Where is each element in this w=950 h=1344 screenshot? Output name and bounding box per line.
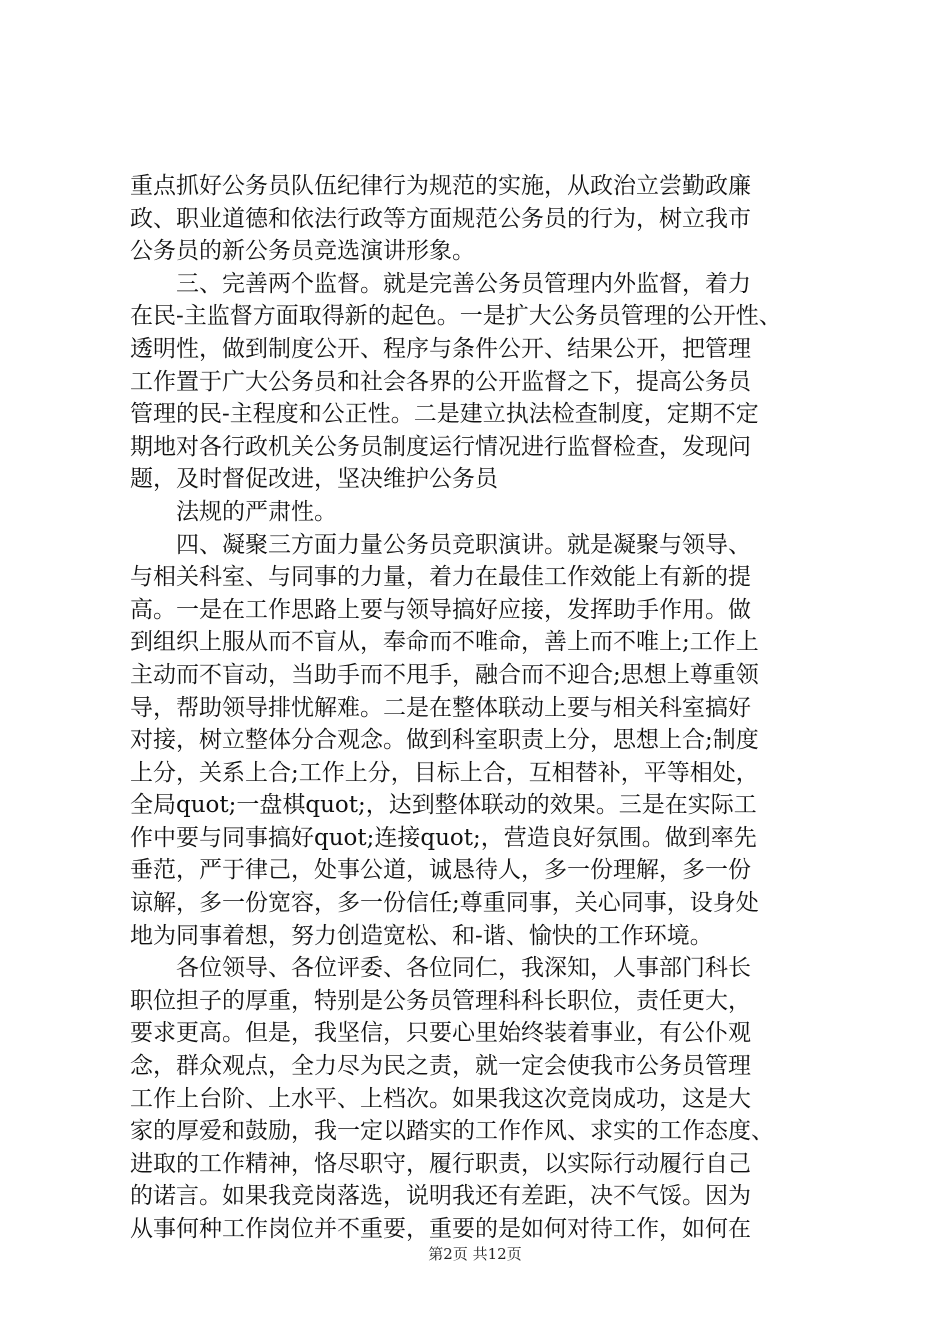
text-line: 重点抓好公务员队伍纪律行为规范的实施，从政治立尝勤政廉: [130, 173, 751, 199]
text-line: 高。一是在工作思路上要与领导搞好应接，发挥助手作用。做: [130, 596, 751, 623]
text-line: 主动而不盲动，当助手而不甩手，融合而不迎合;思想上尊重领: [130, 661, 759, 688]
text-line: 与相关科室、与同事的力量，着力在最佳工作效能上有新的提: [130, 564, 751, 591]
text-line: 期地对各行政机关公务员制度运行情况进行监督检查，发现问: [130, 433, 751, 460]
text-line: 工作上台阶、上水平、上档次。如果我这次竞岗成功，这是大: [130, 1085, 751, 1112]
text-line: 法规的严肃性。: [176, 498, 337, 525]
text-line: 上分，关系上合;工作上分，目标上合，互相替补，平等相处，: [130, 759, 759, 786]
text-line: 题，及时督促改进，坚决维护公务员: [130, 466, 498, 493]
text-line: 从事何种工作岗位并不重要，重要的是如何对待工作，如何在: [130, 1216, 751, 1242]
text-line: 地为同事着想，努力创造宽松、和-谐、愉快的工作环境。: [130, 922, 713, 949]
text-line: 念，群众观点，全力尽为民之责，就一定会使我市公务员管理: [130, 1053, 751, 1080]
text-line: 政、职业道德和依法行政等方面规范公务员的行为，树立我市: [130, 205, 751, 232]
text-line: 导，帮助领导排忧解难。二是在整体联动上要与相关科室搞好: [130, 694, 751, 721]
text-line: 各位领导、各位评委、各位同仁，我深知，人事部门科长: [176, 955, 751, 982]
text-line: 透明性，做到制度公开、程序与条件公开、结果公开，把管理: [130, 335, 751, 362]
text-line: 到组织上服从而不盲从，奉命而不唯命，善上而不唯上;工作上: [130, 629, 759, 656]
text-line: 要求更高。但是，我坚信，只要心里始终装着事业，有公仆观: [130, 1020, 751, 1047]
text-line: 对接，树立整体分合观念。做到科室职责上分，思想上合;制度: [130, 727, 759, 754]
document-body: [130, 170, 850, 1246]
text-line: 全局quot;一盘棋quot;，达到整体联动的效果。三是在实际工: [130, 792, 757, 819]
text-line: 谅解，多一份宽容，多一份信任;尊重同事，关心同事，设身处: [130, 890, 759, 917]
text-line: 职位担子的厚重，特别是公务员管理科科长职位，责任更大，: [130, 987, 751, 1014]
text-line: 家的厚爱和鼓励，我一定以踏实的工作作风、求实的工作态度、: [130, 1118, 774, 1145]
text-line: 管理的民-主程度和公正性。二是建立执法检查制度，定期不定: [130, 401, 759, 428]
text-line: 三、完善两个监督。就是完善公务员管理内外监督，着力: [176, 270, 751, 297]
text-line: 四、凝聚三方面力量公务员竞职演讲。就是凝聚与领导、: [176, 531, 751, 558]
text-line: 作中要与同事搞好quot;连接quot;，营造良好氛围。做到率先: [130, 824, 757, 851]
text-line: 公务员的新公务员竞选演讲形象。: [130, 238, 475, 265]
text-line: 的诺言。如果我竞岗落选，说明我还有差距，决不气馁。因为: [130, 1183, 751, 1210]
page-number: 第2页 共12页: [428, 1245, 522, 1263]
text-line: 工作置于广大公务员和社会各界的公开监督之下，提高公务员: [130, 368, 751, 395]
text-line: 进取的工作精神，恪尽职守，履行职责，以实际行动履行自己: [130, 1150, 751, 1177]
text-line: 在民-主监督方面取得新的起色。一是扩大公务员管理的公开性、: [130, 303, 782, 330]
text-line: 垂范，严于律己，处事公道，诚恳待人，多一份理解，多一份: [130, 857, 751, 884]
